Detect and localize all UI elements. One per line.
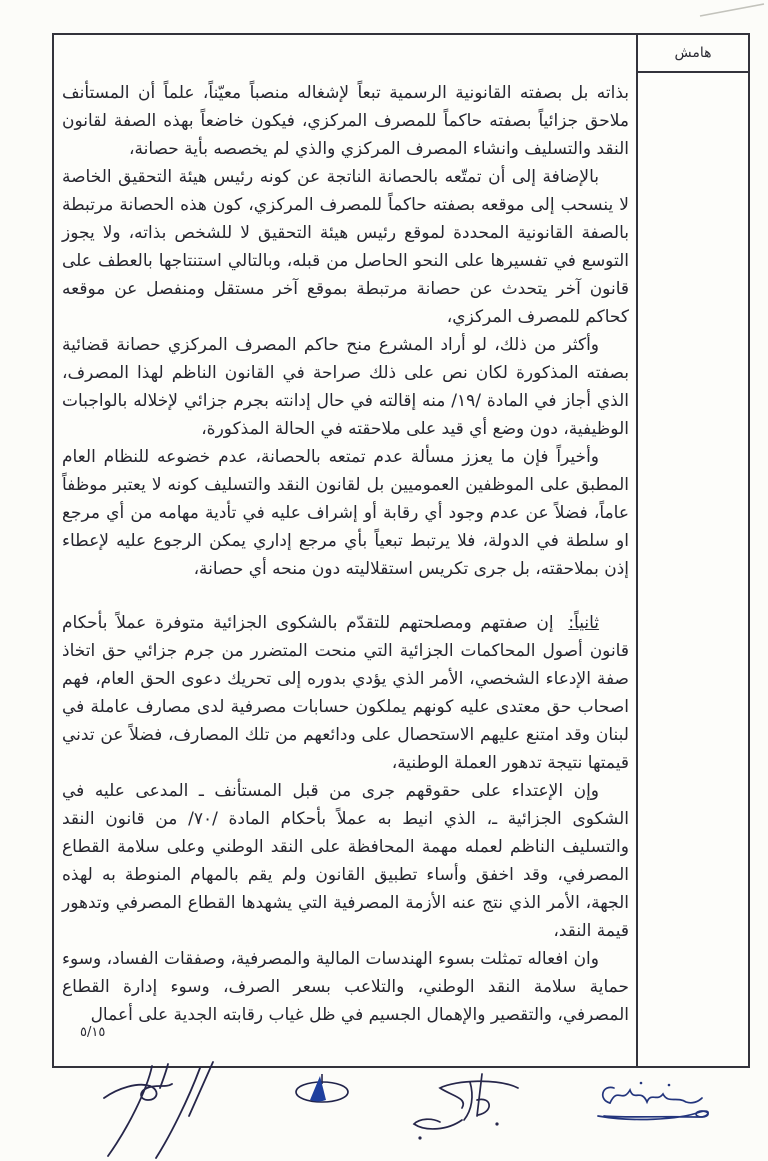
paragraph: وأخيراً فإن ما يعزز مسألة عدم تمتعه بالحصانة، عدم خضوعه للنظام العام المطبق على الموظفين العموميين بل لقانون النقد والتسليف كونه لا يعتبر موظفاً عاماً، فضلاً عن عدم وجود أي رقابة أو إشراف عليه في تأدية مهامه من أي مرجع او سلطة في الدولة، فلا يرتبط تبعياً بأي مرجع إداري يمكن الرجوع عليه لإعطاء إذن بملاحقته، بل جرى تكريس استقلاليته دون منحه أي حصانة، xyxy=(62,447,629,579)
paragraph: بذاته بل بصفته القانونية الرسمية تبعاً لإشغاله منصباً معيّناً، علماً أن المستأنف ملاحق جزائياً بصفته حاكماً للمصرف المركزي، فيكون خاضعاً بهذه الصفة لقانون النقد والتسليف وانشاء المصرف المركزي والذي لم يخصصه بأية حصانة، xyxy=(62,83,629,159)
paragraph-section-second: ثانياً: إن صفتهم ومصلحتهم للتقدّم بالشكوى الجزائية متوفرة عملاً بأحكام قانون أصول المحاكمات الجزائية التي منحت المتضرر من جرم جزائي حق اتخاذ صفة الإدعاء الشخصي، الأمر الذي يؤدي بدوره إلى تحريك دعوى الحق العام، فهم اصحاب حق معتدى عليه كونهم يملكون حسابات مصرفية لدى مصارف عاملة في لبنان وقد امتنع عليهم الاستحصال على ودائعهم من تلك المصارف، فضلاً عن تدني قيمتها نتيجة تدهور العملة الوطنية، xyxy=(62,613,629,773)
page-corner-fold-mark xyxy=(698,2,768,18)
arabic-cursive-signature xyxy=(414,1074,518,1140)
signatures-row xyxy=(0,1058,768,1161)
oval-mark-blue-ink xyxy=(296,1074,348,1102)
margin-header-cell xyxy=(638,35,748,73)
handwritten-scrawl-signature xyxy=(104,1062,213,1158)
paragraph: وإن الإعتداء على حقوقهم جرى من قبل المستأنف ـ المدعى عليه في الشكوى الجزائية ـ، الذي انيط به عملاً بأحكام المادة /٧٠/ من قانون النقد والتسليف الناظم لعمله مهمة المحافظة على النقد الوطني وعلى سلامة القطاع المصرفي، وقد اخفق وأساء تطبيق القانون ولم يقم بالمهام المنوطة به لهذه الجهة، الأمر الذي نتج عنه الأزمة المصرفية التي يشهدها القطاع المصرفي وتدهور قيمة النقد، xyxy=(62,781,629,941)
margin-column-divider xyxy=(636,35,638,1066)
paragraph: بالإضافة إلى أن تمتّعه بالحصانة الناتجة عن كونه رئيس هيئة التحقيق الخاصة لا ينسحب إلى موقعه بصفته حاكماً للمصرف المركزي، كون هذه الحصانة مرتبطة بالصفة القانونية المحددة لموقع رئيس هيئة التحقيق لا للشخص بذاته، ولا يجوز التوسع في تفسيرها على النحو الحاصل من قبله، وبالتالي استنتاجها بالعطف على قانون آخر يتحدث عن حصانة مرتبطة بموقع آخر مستقل ومنفصل عن موقعه كحاكم للمصرف المركزي، xyxy=(62,167,629,327)
paragraph: وان افعاله تمثلت بسوء الهندسات المالية والمصرفية، وصفقات الفساد، وسوء حماية سلامة النقد الوطني، والتلاعب بسعر الصرف، وسوء إدارة القطاع المصرفي، والتقصير والإهمال الجسيم في ظل غياب رقابته الجدية على أعمال xyxy=(62,949,629,1025)
margin-header-label: هامش xyxy=(674,45,712,61)
latin-cursive-signature xyxy=(598,1082,708,1120)
section-lead-underlined: ثانياً: xyxy=(568,613,599,633)
document-frame xyxy=(52,33,750,1068)
page-number: ٥/١٥ xyxy=(80,1025,106,1040)
paragraph: وأكثر من ذلك، لو أراد المشرع منح حاكم المصرف المركزي حصانة قضائية بصفته المذكورة لكان نص على ذلك صراحة في القانون الناظم لهذا المصرف، الذي أجاز في المادة /١٩/ منه إقالته في حال إدانته بجرم جزائي لإخلاله بالواجبات الوظيفية، دون وضع أي قيد على ملاحقته في الحالة المذكورة، xyxy=(62,335,629,439)
document-body xyxy=(62,79,629,1029)
